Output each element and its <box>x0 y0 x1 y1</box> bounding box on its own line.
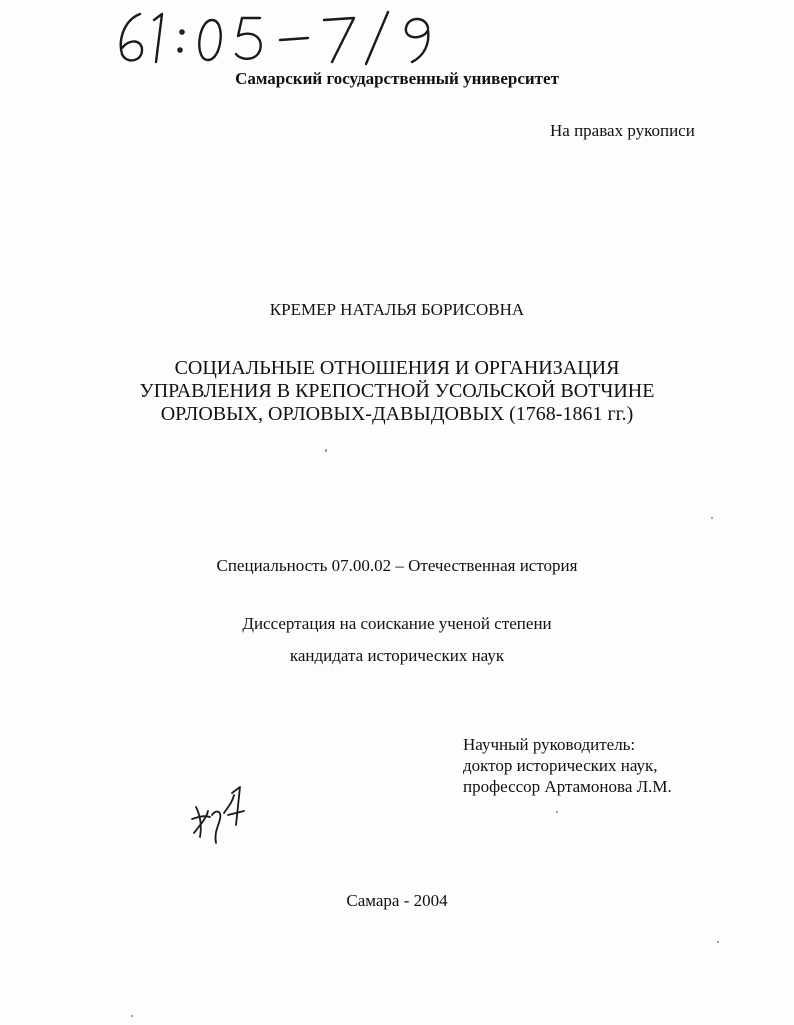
title-line-3: ОРЛОВЫХ, ОРЛОВЫХ-ДАВЫДОВЫХ (1768-1861 гг.) <box>160 403 634 425</box>
title-line-1: СОЦИАЛЬНЫЕ ОТНОШЕНИЯ И ОРГАНИЗАЦИЯ <box>174 357 620 379</box>
scan-speck <box>325 449 327 452</box>
handwritten-signature <box>188 785 250 845</box>
scan-speck <box>131 1015 133 1017</box>
city-and-year: Самара - 2004 <box>346 891 448 910</box>
specialty: Специальность 07.00.02 – Отечественная история <box>216 556 578 575</box>
supervisor-label: Научный руководитель: <box>463 735 636 754</box>
title-line-2: УПРАВЛЕНИЯ В КРЕПОСТНОЙ УСОЛЬСКОЙ ВОТЧИНЕ <box>139 380 655 402</box>
manuscript-rights-note: На правах рукописи <box>550 121 695 140</box>
dissertation-degree-line-1: Диссертация на соискание ученой степени <box>242 614 552 633</box>
scientific-supervisor <box>463 734 672 797</box>
scan-speck <box>717 941 719 943</box>
handwritten-archive-code <box>110 6 450 68</box>
dissertation-title <box>0 357 794 426</box>
author-name: КРЕМЕР НАТАЛЬЯ БОРИСОВНА <box>269 300 525 319</box>
supervisor-degree: доктор исторических наук, <box>463 756 658 775</box>
university-name: Самарский государственный университет <box>235 69 559 88</box>
scan-speck <box>556 811 558 813</box>
dissertation-degree-line-2: кандидата исторических наук <box>289 646 505 665</box>
supervisor-name: профессор Артамонова Л.М. <box>463 777 672 796</box>
scan-speck <box>711 517 713 519</box>
